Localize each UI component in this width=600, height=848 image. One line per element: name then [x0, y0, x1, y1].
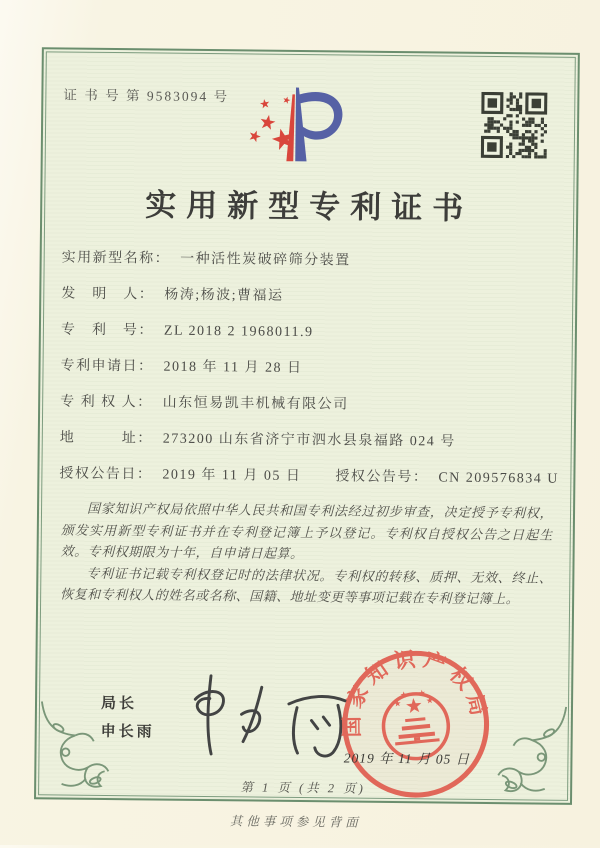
- field-value: 山东恒易凯丰机械有限公司: [162, 395, 349, 413]
- certificate-number: 证 书 号 第 9583094 号: [63, 87, 230, 105]
- signer-name: 申长雨: [100, 723, 155, 741]
- field-patent-number: [61, 312, 559, 353]
- field-label: 专 利 权 人：: [60, 394, 153, 411]
- field-value: 杨涛;杨波;曹福运: [164, 287, 284, 304]
- field-inventors: [61, 276, 559, 317]
- seal-agency-text: 国家知识产权局: [339, 646, 493, 738]
- grant-date-label: 授权公告日：: [59, 466, 153, 483]
- back-note: 其他事项参见背面: [229, 814, 362, 830]
- qr-code-icon: [481, 92, 548, 159]
- field-value: 2018 年 11 月 28 日: [163, 359, 303, 377]
- grant-number-value: CN 209576834 U: [438, 470, 560, 487]
- field-label: 实用新型名称：: [61, 250, 171, 267]
- field-application-date: [60, 348, 558, 389]
- field-label: 地 址：: [59, 430, 153, 447]
- field-value: 一种活性炭破碎筛分装置: [180, 251, 351, 269]
- field-label: 发 明 人：: [61, 286, 155, 303]
- signer-title: 局长: [100, 695, 138, 713]
- legal-text: [60, 498, 553, 611]
- field-list: [59, 240, 560, 497]
- corner-flourish-icon: [39, 698, 124, 795]
- field-utility-model-name: [61, 240, 559, 281]
- field-patentee: [60, 384, 558, 425]
- corner-flourish-icon: [483, 703, 568, 800]
- field-label: 专 利 号：: [60, 322, 155, 339]
- certificate-frame: [34, 47, 580, 805]
- grant-date-value: 2019 年 11 月 05 日: [162, 467, 302, 485]
- seal-date: 2019 年 11 月 05 日: [343, 750, 471, 767]
- grant-number-label: 授权公告号：: [335, 469, 429, 486]
- page-number: 第 1 页 (共 2 页): [240, 780, 366, 796]
- certificate-title: 实用新型专利证书: [145, 187, 474, 226]
- field-value: ZL 2018 2 1968011.9: [163, 323, 314, 341]
- field-address: [60, 420, 558, 461]
- field-value: 273200 山东省济宁市泗水县泉福路 024 号: [162, 431, 456, 450]
- field-label: 专利申请日：: [60, 358, 154, 375]
- legal-paragraph-2: 专利证书记载专利权登记时的法律状况。专利权的转移、质押、无效、终止、恢复和专利权人的姓名或名称、国籍、地址变更等事项记载在专利登记簿上。: [60, 565, 553, 607]
- field-grant-announcement: [59, 456, 560, 497]
- cnipa-logo-icon: [238, 73, 357, 174]
- legal-paragraph-1: 国家知识产权局依照中华人民共和国专利法经过初步审查，决定授予专利权，颁发实用新型专利证书并在专利登记簿上予以登记。专利权自授权公告之日起生效。专利权期限为十年，自申请日起算。: [60, 500, 554, 562]
